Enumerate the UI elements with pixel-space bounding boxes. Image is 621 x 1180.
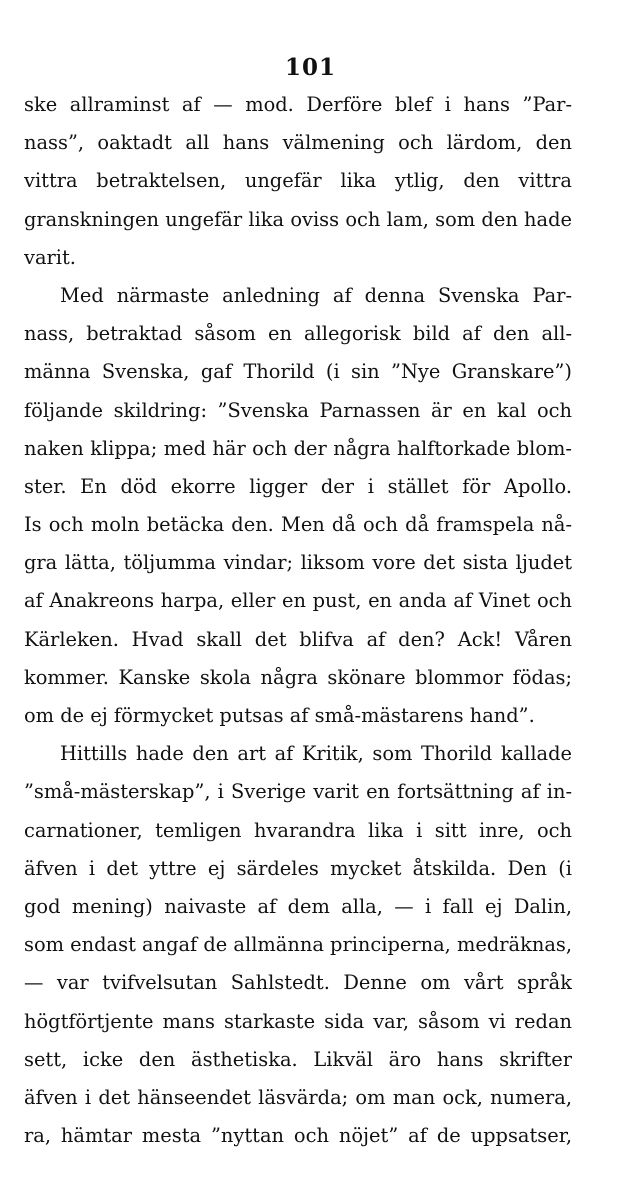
text-line: Hittills hade den art af Kritik, som Thorild kallade [60,742,572,766]
text-line: nass”, oaktadt all hans välmening och lärdom, den [24,131,572,155]
text-line: Is och moln betäcka den. Men då och då framspela nå- [24,513,572,537]
text-line: af Anakreons harpa, eller en pust, en anda af Vinet och [24,589,572,613]
text-line: ”små-mästerskap”, i Sverige varit en fortsättning af in- [24,780,572,804]
text-line: — var tvifvelsutan Sahlstedt. Denne om vårt språk [24,971,572,995]
text-line: vittra betraktelsen, ungefär lika ytlig, den vittra [24,169,572,193]
text-line: högtförtjente mans starkaste sida var, såsom vi redan [24,1009,572,1033]
text-line: ra, hämtar mesta ”nyttan och nöjet” af de uppsatser, [24,1124,572,1148]
body-text [24,86,572,1155]
text-line: ske allraminst af — mod. Derföre blef i hans ”Par- [24,93,572,116]
text-line: äfven i det hänseendet läsvärda; om man ock, numera, [24,1085,572,1109]
text-line: gra lätta, töljumma vindar; liksom vore det sista ljudet [24,551,572,575]
text-line: nass, betraktad såsom en allegorisk bild af den all- [24,322,572,346]
text-line: granskningen ungefär lika oviss och lam, som den hade [24,207,572,231]
text-line: Med närmaste anledning af denna Svenska Par- [60,283,572,307]
text-line: varit. [24,245,76,269]
text-line: som endast angaf de allmänna principerna, medräknas, [24,933,572,957]
text-line: männa Svenska, gaf Thorild (i sin ”Nye Granskare”) [24,360,572,384]
text-line: carnationer, temligen hvarandra lika i sitt inre, och [24,818,572,842]
text-line: ster. En död ekorre ligger der i stället för Apollo. [24,474,572,498]
text-line: kommer. Kanske skola några skönare blommor födas; [24,665,572,689]
text-line: om de ej förmycket putsas af små-mästarens hand”. [24,704,535,727]
text-line: följande skildring: ”Svenska Parnassen är en kal och [24,398,572,422]
text-line: naken klippa; med här och der några halftorkade blom- [24,436,572,460]
text-line: sett, icke den ästhetiska. Likväl äro hans skrifter [24,1047,572,1071]
text-line: äfven i det yttre ej särdeles mycket åtskilda. Den (i [24,856,572,880]
text-line: god mening) naivaste af dem alla, — i fall ej Dalin, [24,894,572,918]
text-line: Kärleken. Hvad skall det blifva af den? Ack! Våren [24,627,572,651]
page-number: 101 [284,54,336,81]
